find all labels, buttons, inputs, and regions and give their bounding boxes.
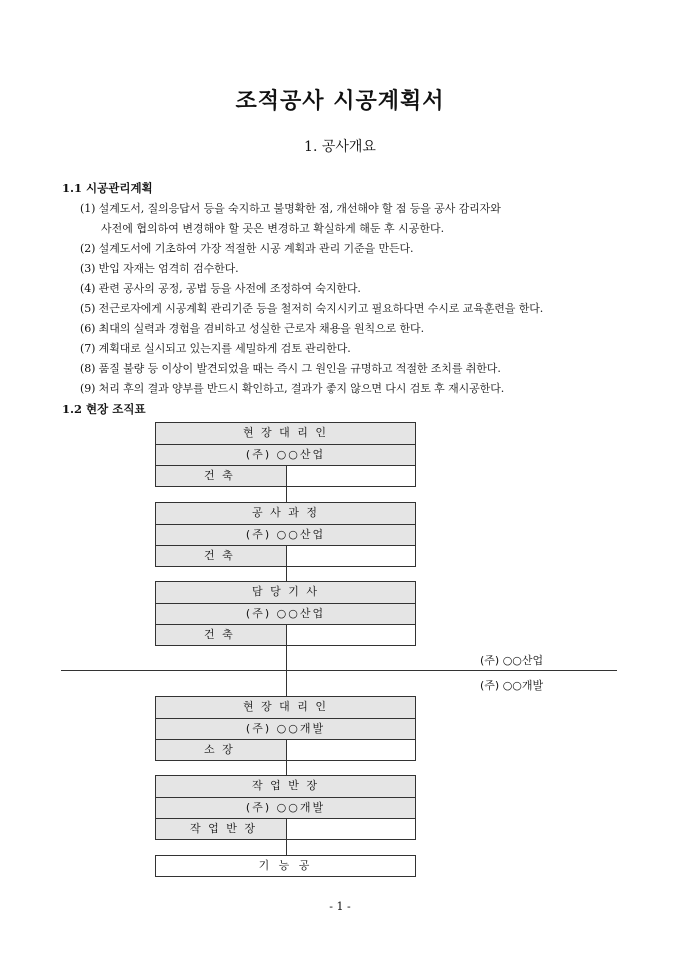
org-box-label: 작 업 반 장	[156, 819, 287, 839]
list-item-continuation: 사전에 협의하여 변경해야 할 곳은 변경하고 확실하게 해둔 후 시공한다.	[101, 222, 445, 235]
org-box-blank-cell	[287, 740, 415, 760]
org-box-label: 건 축	[156, 546, 287, 566]
section-heading: 1. 공사개요	[304, 139, 376, 155]
org-box-blank-cell	[287, 466, 415, 486]
org-box-skilled-workers: 기 능 공	[155, 855, 416, 877]
org-box-company: (주) ○○개발	[156, 719, 415, 739]
connector-line	[286, 486, 287, 502]
list-item: (3) 반입 자재는 엄격히 검수한다.	[80, 262, 239, 275]
org-box-title: 공 사 과 정	[156, 503, 415, 524]
list-item: (1) 설계도서, 질의응답서 등을 숙지하고 불명확한 점, 개선해야 할 점 등을 공사 감리자와	[80, 202, 501, 215]
connector-line	[286, 838, 287, 855]
list-item: (5) 전근로자에게 시공계획 관리기준 등을 철저히 숙지시키고 필요하다면 수시로 교육훈련을 한다.	[80, 302, 544, 315]
connector-line	[286, 566, 287, 582]
list-item: (7) 계획대로 실시되고 있는지를 세밀하게 검토 관리한다.	[80, 342, 351, 355]
org-box-site-agent-2	[155, 696, 416, 761]
org-box-title: 작 업 반 장	[156, 776, 415, 797]
org-box-label: 건 축	[156, 625, 287, 645]
document-title: 조적공사 시공계획서	[235, 88, 445, 114]
org-box-blank-cell	[287, 625, 415, 645]
org-box-company: (주) ○○개발	[156, 798, 415, 818]
org-box-title: 현 장 대 리 인	[156, 697, 415, 718]
connector-line	[286, 759, 287, 775]
list-item: (2) 설계도서에 기초하여 가장 적절한 시공 계획과 관리 기준을 만든다.	[80, 242, 414, 255]
org-box-foreman	[155, 775, 416, 840]
org-box-company: (주) ○○산업	[156, 525, 415, 545]
org-box-title: 현 장 대 리 인	[156, 423, 415, 444]
org-box-blank-cell	[287, 819, 415, 839]
org-box-label: 건 축	[156, 466, 287, 486]
company-divider-line	[61, 670, 617, 671]
subsection-heading-2: 1.2 현장 조직표	[62, 402, 146, 416]
org-box-label: 소 장	[156, 740, 287, 760]
list-item: (4) 관련 공사의 공정, 공법 등을 사전에 조정하여 숙지한다.	[80, 282, 361, 295]
org-box-company: (주) ○○산업	[156, 445, 415, 465]
subsection-heading-1: 1.1 시공관리계획	[62, 181, 153, 195]
page-number: - 1 -	[329, 900, 351, 913]
org-box-company: (주) ○○산업	[156, 604, 415, 624]
org-box-site-agent	[155, 422, 416, 487]
divider-label-upper: (주) ○○산업	[480, 654, 544, 667]
divider-label-lower: (주) ○○개발	[480, 679, 544, 692]
list-item: (9) 처리 후의 결과 양부를 반드시 확인하고, 결과가 좋지 않으면 다시 검토 후 재시공한다.	[80, 382, 505, 395]
org-box-construction-manager	[155, 502, 416, 567]
org-box-title: 담 당 기 사	[156, 582, 415, 603]
org-box-blank-cell	[287, 546, 415, 566]
list-item: (6) 최대의 실력과 경험을 겸비하고 성실한 근로자 채용을 원칙으로 한다.	[80, 322, 424, 335]
org-box-engineer	[155, 581, 416, 646]
list-item: (8) 품질 불량 등 이상이 발견되었을 때는 즉시 그 원인을 규명하고 적절한 조치를 취한다.	[80, 362, 501, 375]
